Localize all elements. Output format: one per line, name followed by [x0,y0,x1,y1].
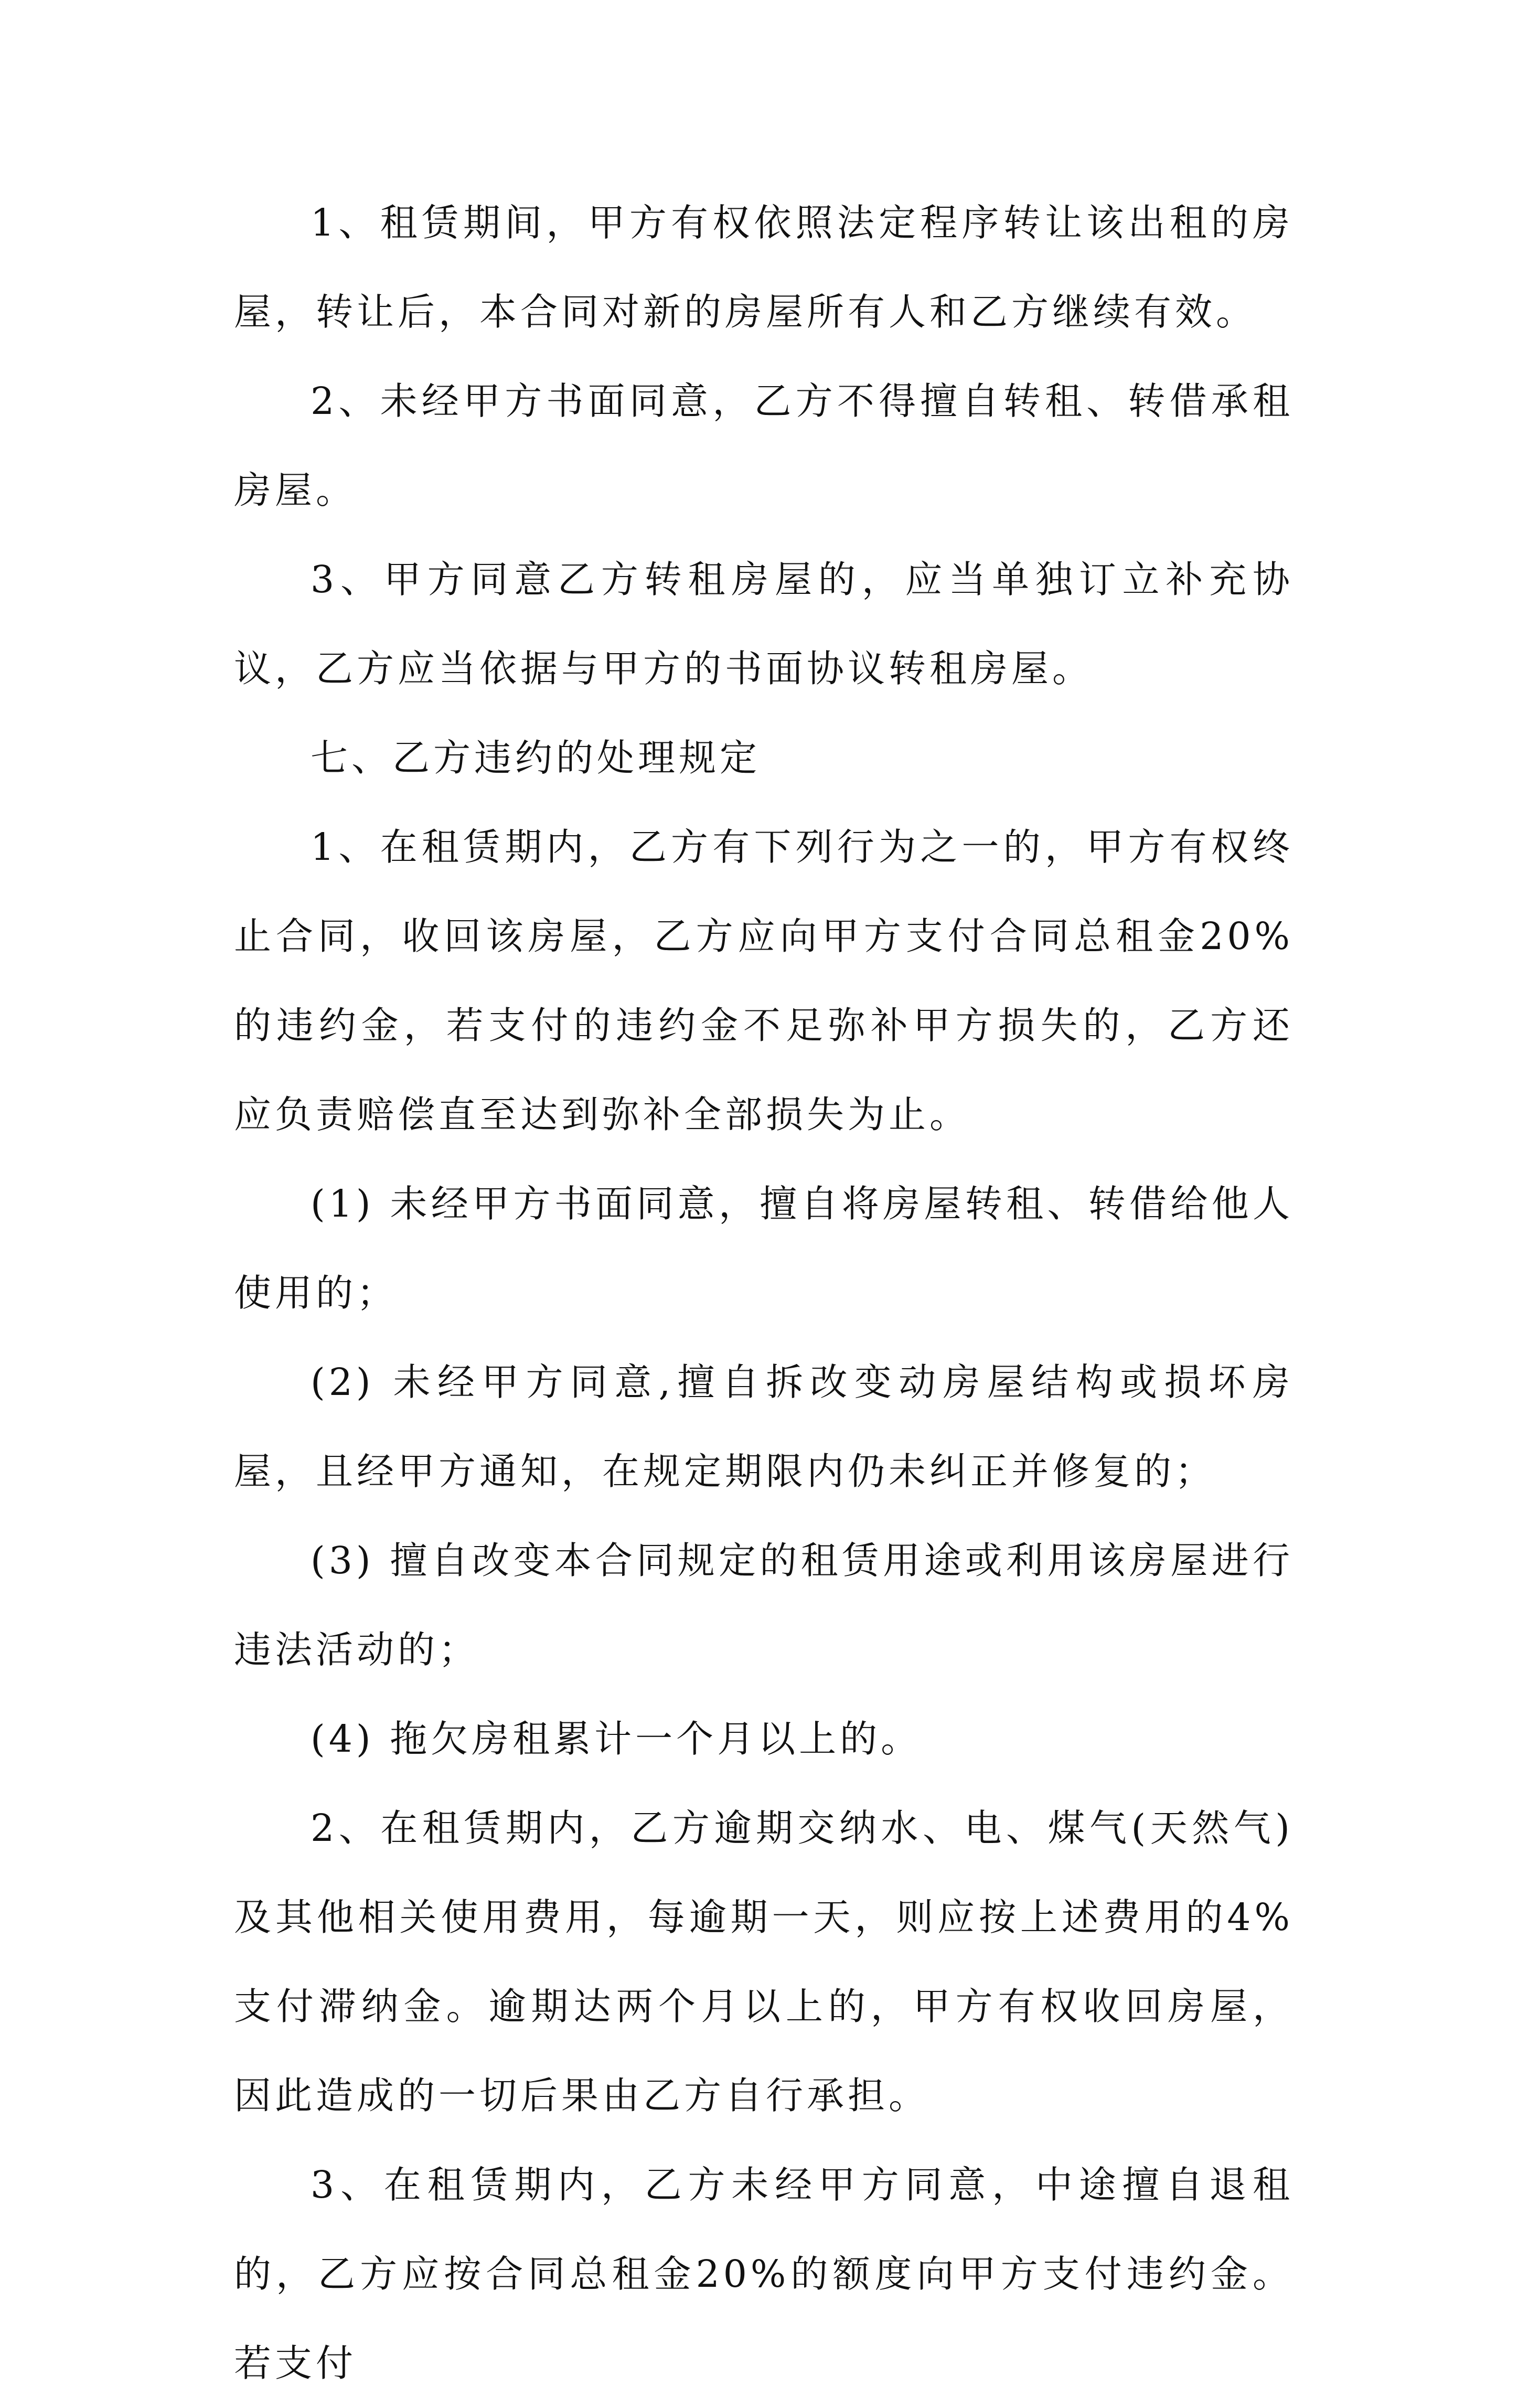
paragraph-late-fees: 2、在租赁期内，乙方逾期交纳水、电、煤气(天然气)及其他相关使用费用，每逾期一天，则应按上述费用的4%支付滞纳金。逾期达两个月以上的，甲方有权收回房屋，因此造成的一切后果由乙方自行承担。 [234,1806,1293,2117]
list-item-4: (4) 拖欠房租累计一个月以上的。 [311,1717,922,1761]
list-item-1: (1) 未经甲方书面同意，擅自将房屋转租、转借给他人使用的； [234,1182,1293,1315]
list-item-3: (3) 擅自改变本合同规定的租赁用途或利用该房屋进行违法活动的； [234,1539,1293,1671]
section-heading-breach: 七、乙方违约的处理规定 [311,736,761,780]
paragraph-termination: 1、在租赁期内，乙方有下列行为之一的，甲方有权终止合同，收回该房屋，乙方应向甲方支付合同总租金20%的违约金，若支付的违约金不足弥补甲方损失的，乙方还应负责赔偿直至达到弥补全部损失为止。 [234,825,1293,1136]
paragraph-sublet-agreement: 3、甲方同意乙方转租房屋的，应当单独订立补充协议，乙方应当依据与甲方的书面协议转租房屋。 [234,558,1293,690]
paragraph-early-termination: 3、在租赁期内，乙方未经甲方同意，中途擅自退租的，乙方应按合同总租金20%的额度向甲方支付违约金。若支付 [234,2163,1293,2385]
paragraph-transfer-rights: 1、租赁期间，甲方有权依照法定程序转让该出租的房屋，转让后，本合同对新的房屋所有人和乙方继续有效。 [234,201,1293,334]
paragraph-no-sublet: 2、未经甲方书面同意，乙方不得擅自转租、转借承租房屋。 [234,379,1293,512]
list-item-2: (2) 未经甲方同意,擅自拆改变动房屋结构或损坏房屋，且经甲方通知，在规定期限内仍未纠正并修复的； [234,1360,1293,1493]
document-body [234,178,1293,2408]
